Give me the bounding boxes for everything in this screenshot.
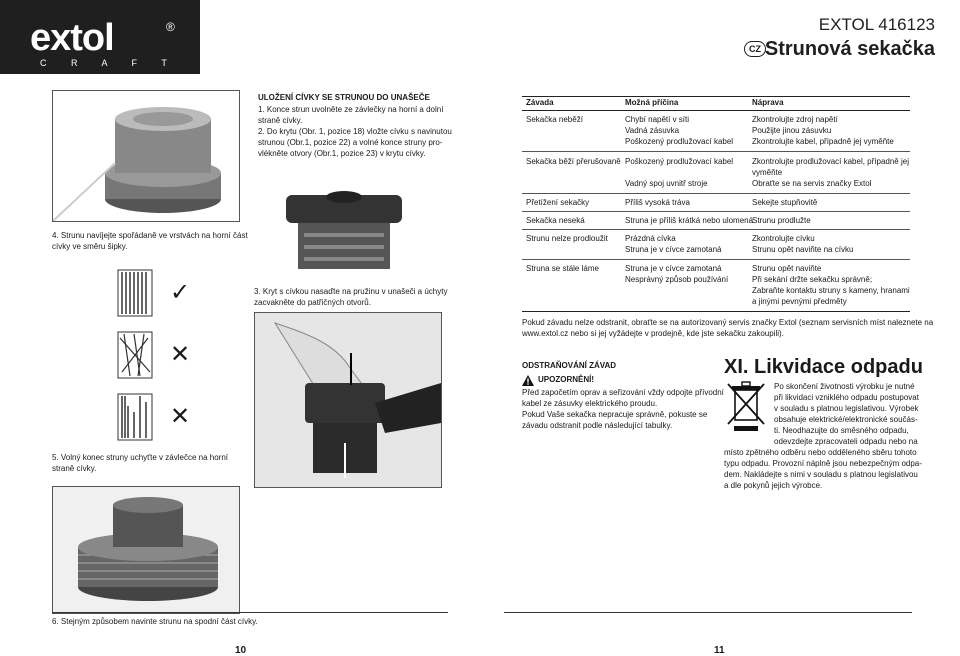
cross-mark-icon-2: ✕ (170, 402, 191, 430)
row4-fault: Sekačka neseká (526, 216, 585, 225)
row3-fix-1: Sekejte stupňovitě (752, 198, 818, 207)
row5-cause-1: Prázdná cívka (625, 234, 676, 243)
row2-fix-2: vyměňte (752, 168, 783, 177)
weee-bin-icon (726, 380, 766, 432)
model-number: EXTOL 416123 (818, 15, 935, 34)
step-3-line1: 3. Kryt s cívkou nasaďte na pružinu v unašeči a úchyty (254, 287, 448, 296)
brand-logo-text: extol (30, 17, 114, 59)
row6-cause-2: Nesprávný způsob používání (625, 275, 729, 284)
row6-fix-1: Strunu opět naviňte (752, 264, 822, 273)
disposal-text-9: dem. Nakládejte s nimi v souladu s platnou legislativou (724, 470, 918, 479)
row1-fault: Sekačka neběží (526, 115, 583, 124)
winding-wrong-1-illustration (110, 330, 160, 380)
warning-label: UPOZORNĚNÍ! (538, 375, 594, 384)
row6-cause-1: Struna je v cívce zamotaná (625, 264, 722, 273)
winding-correct-illustration (110, 268, 160, 318)
row1-cause-3: Poškozený prodlužovací kabel (625, 137, 734, 146)
row-divider (522, 151, 910, 152)
row1-fix-2: Použijte jinou zásuvku (752, 126, 832, 135)
row-divider (522, 211, 910, 212)
step-1-line2: straně cívky. (258, 116, 303, 125)
table-header (522, 96, 910, 111)
step-4-line1: 4. Strunu navíjejte spořádaně ve vrstvách na horní část (52, 231, 248, 240)
row-divider (522, 259, 910, 260)
cover-illustration (258, 175, 428, 275)
row2-cause-3: Vadný spoj uvnitř stroje (625, 179, 708, 188)
row6-fault: Struna se stále láme (526, 264, 599, 273)
figure-spool-top (52, 90, 240, 222)
row1-fix-3: Zkontrolujte kabel, případně jej vyměňte (752, 137, 894, 146)
disposal-text-10: a dle pokynů jejich výrobce. (724, 481, 823, 490)
step-5-line1: 5. Volný konec struny uchyťte v závlečce na horní (52, 453, 228, 462)
row1-cause-1: Chybí napětí v síti (625, 115, 690, 124)
page-number-left: 10 (235, 645, 247, 656)
section-title-spool: ULOŽENÍ CÍVKY SE STRUNOU DO UNAŠEČE (258, 93, 430, 102)
troubleshoot-title: ODSTRAŇOVÁNÍ ZÁVAD (522, 361, 617, 370)
table-note-line1: Pokud závadu nelze odstranit, obraťte se na autorizovaný servis značky Extol (seznam servisních míst naleznete na (522, 318, 934, 327)
row4-cause-1: Struna je příliš krátká nebo ulomená (625, 216, 754, 225)
disposal-text-3: v souladu s platnou legislativou. Výrobek (774, 404, 919, 413)
warning-icon (522, 373, 534, 384)
left-divider (52, 612, 448, 613)
troubleshoot-text-1: Před započetím oprav a seřizování vždy odpojte přívodní (522, 388, 724, 397)
check-mark-icon: ✓ (170, 278, 191, 306)
product-title: Strunová sekačka (764, 38, 935, 60)
figure-spool-bottom (52, 486, 240, 614)
figure-spool-cover (258, 175, 428, 275)
row2-cause-1: Poškozený prodlužovací kabel (625, 157, 734, 166)
row1-cause-2: Vadná zásuvka (625, 126, 680, 135)
winding-wrong-2-illustration (110, 392, 160, 442)
row2-fault: Sekačka běží přerušovaně (526, 157, 621, 166)
registered-mark: ® (166, 20, 175, 34)
step-1-line1: 1. Konce strun uvolněte ze závlečky na horní a dolní (258, 105, 444, 114)
row5-fix-2: Strunu opět naviňte na cívku (752, 245, 854, 254)
table-header-cause: Možná příčina (625, 98, 679, 107)
troubleshoot-text-3: Pokud Vaše sekačka nepracuje správně, pokuste se (522, 410, 708, 419)
row6-fix-3: Zabraňte kontaktu struny s kameny, hranami (752, 286, 910, 295)
disposal-text-6: odevzdejte zpracovateli odpadu nebo na (774, 437, 918, 446)
row1-fix-1: Zkontrolujte zdroj napětí (752, 115, 838, 124)
cross-mark-icon: ✕ (170, 340, 191, 368)
row4-fix-1: Strunu prodlužte (752, 216, 811, 225)
row3-fault: Přetížení sekačky (526, 198, 590, 207)
disposal-text-1: Po skončení životnosti výrobku je nutné (774, 382, 915, 391)
row6-fix-4: a jinými pevnými předměty (752, 297, 847, 306)
step-5-line2: straně cívky. (52, 464, 97, 473)
disposal-text-7: místo zpětného odběru nebo odděleného sběru tohoto (724, 448, 917, 457)
row5-fault: Strunu nelze prodloužit (526, 234, 608, 243)
row6-fix-2: Při sekání držte sekačku správně; (752, 275, 873, 284)
step-4-line2: cívky ve směru šipky. (52, 242, 128, 251)
row5-cause-2: Struna je v cívce zamotaná (625, 245, 722, 254)
right-divider (504, 612, 912, 613)
page-number-right: 11 (714, 645, 725, 656)
step-2-line1: 2. Do krytu (Obr. 1, pozice 18) vložte cívku s navinutou (258, 127, 452, 136)
step-6: 6. Stejným způsobem navinte strunu na spodní část cívky. (52, 617, 258, 626)
row2-fix-3: Obraťte se na servis značky Extol (752, 179, 872, 188)
hand-illustration (255, 313, 441, 487)
table-bottom (522, 311, 910, 312)
row-divider (522, 229, 910, 230)
row-divider (522, 193, 910, 194)
step-2-line2: strunou (Obr.1, pozice 22) a volné konce struny pro- (258, 138, 443, 147)
row3-cause-1: Příliš vysoká tráva (625, 198, 690, 207)
troubleshoot-text-2: kabel ze zásuvky elektrického proudu. (522, 399, 658, 408)
table-header-fix: Náprava (752, 98, 784, 107)
table-header-fault: Závada (526, 98, 554, 107)
disposal-text-5: ti. Neodhazujte do směsného odpadu, (774, 426, 909, 435)
step-3-line2: zacvakněte do patřičných otvorů. (254, 298, 371, 307)
brand-logo-subtext: C R A F T (40, 58, 178, 68)
table-note-line2: www.extol.cz nebo si jej vyžádejte v prodejně, kde jste sekačku zakoupili). (522, 329, 784, 338)
disposal-text-4: obsahuje elektrické/elektronické součás- (774, 415, 918, 424)
disposal-text-2: při likvidaci vzniklého odpadu postupovat (774, 393, 919, 402)
spool-bottom-illustration (53, 487, 239, 613)
row5-fix-1: Zkontrolujte cívku (752, 234, 815, 243)
troubleshoot-text-4: závadu odstranit podle následující tabulky. (522, 421, 673, 430)
step-2-line3: vlékněte otvory (Obr.1, pozice 23) v krytu cívky. (258, 149, 426, 158)
language-badge: CZ (744, 41, 766, 57)
disposal-title: XI. Likvidace odpadu (724, 356, 923, 378)
row2-fix-1: Zkontrolujte prodlužovací kabel, případně jej (752, 157, 909, 166)
spool-illustration (53, 91, 239, 221)
figure-hand-installation (254, 312, 442, 488)
disposal-text-8: typu odpadu. Provozní náplně jsou nebezpečným odpa- (724, 459, 922, 468)
